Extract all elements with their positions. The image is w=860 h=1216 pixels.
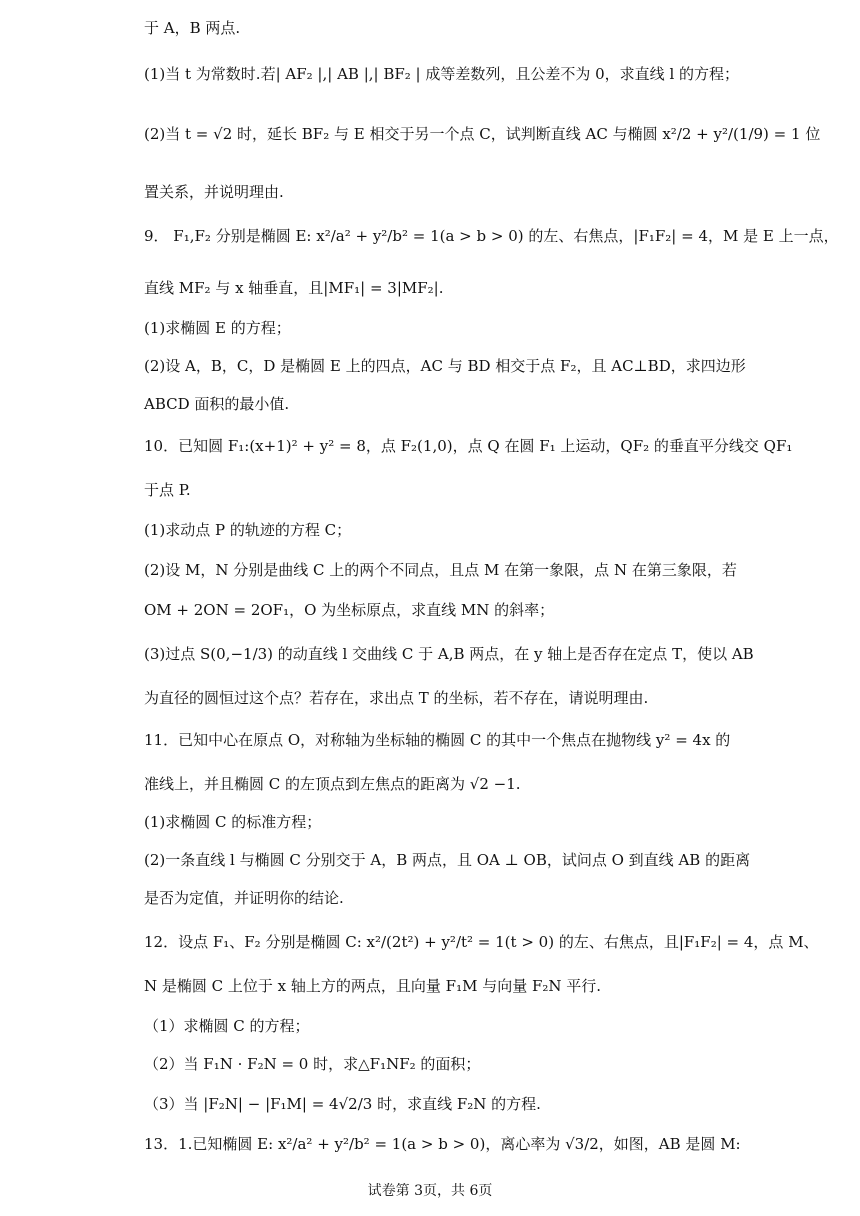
text-line: 准线上，并且椭圆 C 的左顶点到左焦点的距离为 √2 −1. xyxy=(144,775,521,793)
text-line: （3）当 |F₂N| − |F₁M| = 4√2/3 时，求直线 F₂N 的方程. xyxy=(144,1095,541,1113)
text-line: 直线 MF₂ 与 x 轴垂直，且|MF₁| = 3|MF₂|. xyxy=(144,279,444,297)
text-line: 于点 P. xyxy=(144,481,191,499)
text-line: N 是椭圆 C 上位于 x 轴上方的两点，且向量 F₁M 与向量 F₂N 平行. xyxy=(144,977,602,995)
text-line: （1）求椭圆 C 的方程； xyxy=(144,1017,310,1035)
text-line: 置关系，并说明理由. xyxy=(144,183,284,201)
page-footer: 试卷第 3页，共 6页 xyxy=(367,1183,493,1199)
text-line: 9． F₁,F₂ 分别是椭圆 E: x²/a² + y²/b² = 1(a > b > 0) 的左、右焦点，|F₁F₂| = 4，M 是 E 上一点， xyxy=(144,227,839,245)
text-line: (1)求椭圆 E 的方程； xyxy=(144,319,291,337)
text-line: (2)设 A，B，C，D 是椭圆 E 上的四点，AC 与 BD 相交于点 F₂，且 AC⊥BD，求四边形 xyxy=(144,357,746,375)
text-line: 11．已知中心在原点 O，对称轴为坐标轴的椭圆 C 的其中一个焦点在抛物线 y² = 4x 的 xyxy=(144,731,731,749)
text-line: (1)求椭圆 C 的标准方程； xyxy=(144,813,322,831)
text-line: OM + 2ON = 2OF₁，O 为坐标原点，求直线 MN 的斜率； xyxy=(144,601,555,619)
text-line: ABCD 面积的最小值. xyxy=(144,395,290,413)
text-line: （2）当 F₁N · F₂N = 0 时，求△F₁NF₂ 的面积； xyxy=(144,1055,481,1073)
text-line: (1)当 t 为常数时.若| AF₂ |,| AB |,| BF₂ | 成等差数列，且公差不为 0，求直线 l 的方程； xyxy=(144,65,740,83)
text-line: 是否为定值，并证明你的结论. xyxy=(144,889,344,907)
text-line: 于 A，B 两点. xyxy=(144,19,241,37)
text-line: (2)当 t = √2 时，延长 BF₂ 与 E 相交于另一个点 C，试判断直线 AC 与椭圆 x²/2 + y²/(1/9) = 1 位 xyxy=(144,125,821,143)
text-line: 13．1.已知椭圆 E: x²/a² + y²/b² = 1(a > b > 0)，离心率为 √3/2，如图，AB 是圆 M: xyxy=(144,1135,741,1153)
text-line: 为直径的圆恒过这个点？若存在，求出点 T 的坐标，若不存在，请说明理由. xyxy=(144,689,649,707)
text-line: (3)过点 S(0,−1/3) 的动直线 l 交曲线 C 于 A,B 两点，在 y 轴上是否存在定点 T，使以 AB xyxy=(144,645,754,663)
text-line: 12．设点 F₁、F₂ 分别是椭圆 C: x²/(2t²) + y²/t² = 1(t > 0) 的左、右焦点，且|F₁F₂| = 4，点 M、 xyxy=(144,933,819,951)
text-line: 10．已知圆 F₁:(x+1)² + y² = 8，点 F₂(1,0)，点 Q 在圆 F₁ 上运动，QF₂ 的垂直平分线交 QF₁ xyxy=(144,437,793,455)
text-line: (1)求动点 P 的轨迹的方程 C； xyxy=(144,521,352,539)
text-line: (2)设 M，N 分别是曲线 C 上的两个不同点，且点 M 在第一象限，点 N 在第三象限，若 xyxy=(144,561,737,579)
text-line: (2)一条直线 l 与椭圆 C 分别交于 A，B 两点，且 OA ⊥ OB，试问点 O 到直线 AB 的距离 xyxy=(144,851,751,869)
